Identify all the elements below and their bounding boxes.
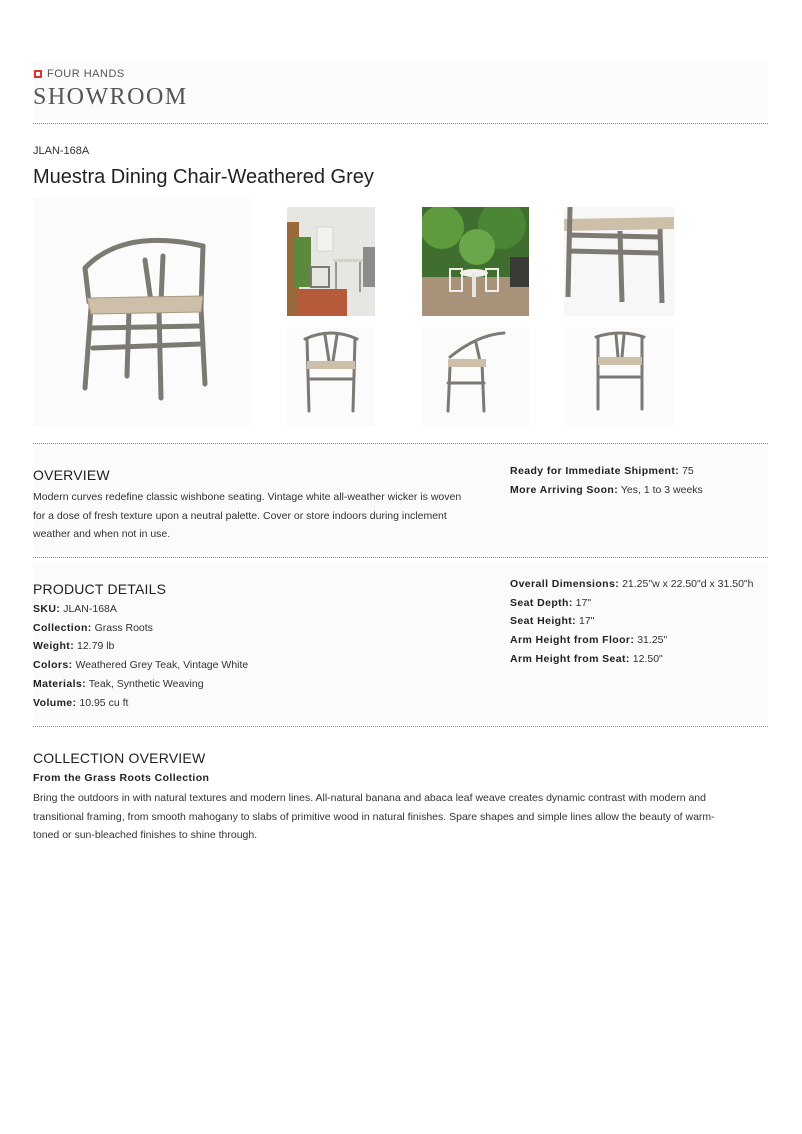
overview-line: Modern curves redefine classic wishbone seating. Vintage white all-weather wicker is woven [33,491,462,503]
collection-line: transitional framing, from smooth mahogany to slabs of primitive wood in natural finishes. Spare shapes and simple lines allow the beauty of warm- [33,810,715,823]
brand-showroom: SHOWROOM [33,84,188,110]
detail-label: Materials: [33,677,87,690]
chair-detail-photo [564,207,674,316]
detail-label: Arm Height from Seat: [510,652,630,665]
detail-value: Grass Roots [94,621,153,634]
detail-label: Seat Depth: [510,596,573,609]
shipping-ready-value: 75 [682,465,694,477]
detail-materials [33,675,248,694]
divider [33,557,768,558]
overview-heading: OVERVIEW [33,467,110,483]
main-chair-photo [33,198,251,426]
divider [33,726,768,727]
detail-label: Volume: [33,696,77,709]
detail-value: 31.25" [637,634,668,647]
detail-value: Weathered Grey Teak, Vintage White [75,659,249,672]
detail-collection [33,619,248,638]
detail-value: 12.50" [632,652,663,665]
shipping-soon-label: More Arriving Soon: [510,483,619,496]
details-heading: PRODUCT DETAILS [33,581,167,597]
overview-text [33,488,493,544]
detail-volume [33,694,248,713]
product-code: JLAN-168A [33,145,90,157]
detail-label: Arm Height from Floor: [510,634,635,647]
lifestyle-patio-photo [422,207,529,316]
overview-line: for a dose of fresh texture upon a neutral palette. Cover or store indoors during inclement [33,509,447,522]
detail-value: 21.25"w x 22.50"d x 31.50"h [622,578,754,590]
brand-top-text: FOUR HANDS [47,68,125,80]
detail-arm-height-seat [510,650,754,669]
detail-value: 10.95 cu ft [79,696,129,709]
shipping-soon-value: Yes, 1 to 3 weeks [620,483,703,496]
detail-value: 12.79 lb [77,640,115,653]
collection-text [33,789,768,845]
chair-back-photo [564,327,674,426]
detail-arm-height-floor [510,631,754,650]
page-title: Muestra Dining Chair-Weathered Grey [33,166,374,188]
collection-line: Bring the outdoors in with natural textures and modern lines. All-natural banana and abaca leaf weave creates dynamic contrast with modern and [33,792,706,804]
brand-square-icon [34,70,42,78]
collection-heading: COLLECTION OVERVIEW [33,750,206,766]
chair-front-photo [287,327,375,426]
detail-seat-depth [510,594,754,613]
shipping-info [510,462,703,499]
lifestyle-desk-photo [287,207,375,316]
chair-side-photo [422,327,529,426]
detail-value: JLAN-168A [63,603,117,615]
detail-overall-dimensions [510,575,754,594]
collection-subheading-text: From the Grass Roots Collection [33,772,210,784]
divider [33,443,768,444]
shipping-soon [510,481,703,500]
divider [33,123,768,124]
detail-value: 17" [578,615,595,628]
detail-label: Seat Height: [510,615,577,628]
brand-logo [34,68,125,80]
shipping-ready-label: Ready for Immediate Shipment: [510,465,680,477]
detail-colors [33,656,248,675]
detail-sku [33,600,248,619]
detail-label: Overall Dimensions: [510,578,620,590]
detail-label: SKU: [33,603,61,615]
detail-value: 17" [575,596,592,609]
collection-subheading [33,769,209,788]
overview-line: weather and when not in use. [33,528,171,540]
detail-seat-height [510,612,754,631]
collection-line: toned or sun-bleached finishes to shine through. [33,829,258,841]
shipping-ready [510,462,703,481]
detail-label: Collection: [33,621,92,634]
detail-label: Weight: [33,640,75,653]
detail-label: Colors: [33,659,73,672]
details-left [33,600,248,712]
detail-weight [33,637,248,656]
detail-value: Teak, Synthetic Weaving [88,677,204,690]
details-right [510,575,754,669]
